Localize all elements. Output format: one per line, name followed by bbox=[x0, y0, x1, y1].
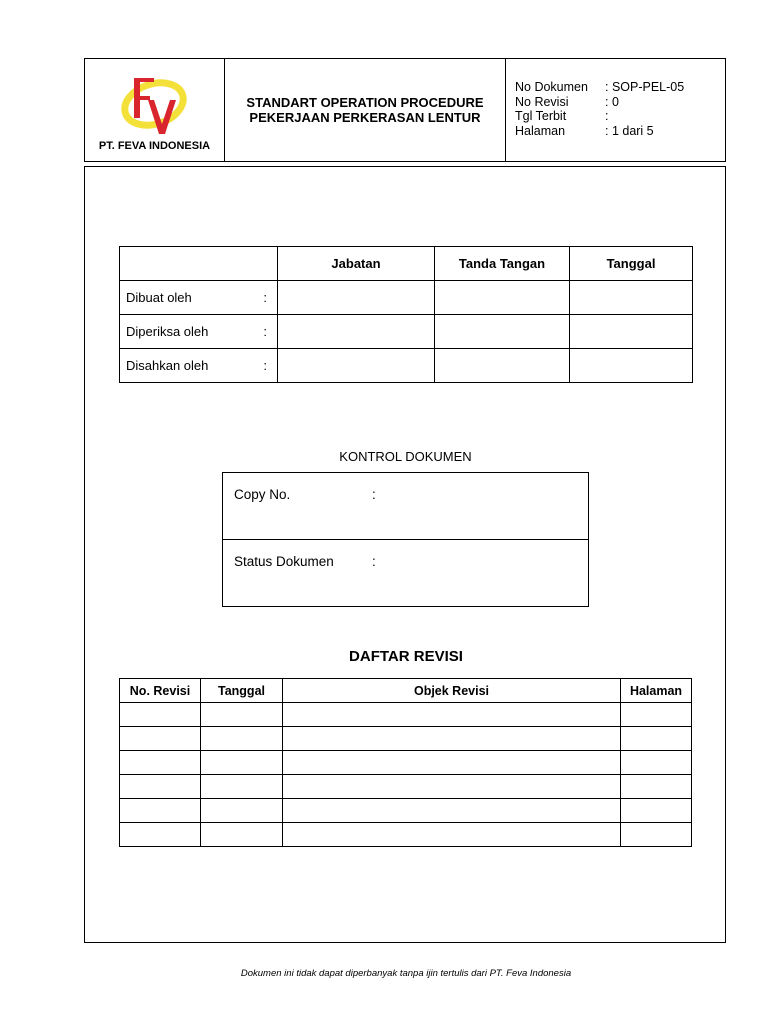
row-label bbox=[120, 281, 278, 315]
table-cell[interactable] bbox=[621, 823, 692, 847]
table-cell[interactable] bbox=[283, 799, 621, 823]
table-cell[interactable] bbox=[201, 703, 283, 727]
table-cell[interactable] bbox=[621, 799, 692, 823]
company-name: PT. FEVA INDONESIA bbox=[98, 140, 211, 152]
row-label-text: Diperiksa oleh bbox=[126, 324, 209, 339]
company-logo bbox=[120, 70, 188, 138]
column-header: Tanda Tangan bbox=[435, 247, 570, 281]
column-header: Halaman bbox=[621, 679, 692, 703]
table-row bbox=[120, 281, 693, 315]
column-header: Jabatan bbox=[278, 247, 435, 281]
meta-row bbox=[515, 109, 684, 124]
table-row bbox=[120, 315, 693, 349]
table-header-row bbox=[120, 247, 693, 281]
row-label-text: Disahkan oleh bbox=[126, 358, 209, 373]
table-row bbox=[120, 703, 692, 727]
table-row bbox=[120, 799, 692, 823]
date-cell[interactable] bbox=[570, 349, 693, 383]
table-cell[interactable] bbox=[120, 703, 201, 727]
empty-header-cell bbox=[120, 247, 278, 281]
table-cell[interactable] bbox=[201, 823, 283, 847]
column-header: Tanggal bbox=[201, 679, 283, 703]
status-dokumen-cell[interactable] bbox=[223, 540, 589, 607]
logo-cell bbox=[84, 58, 225, 162]
kontrol-title: KONTROL DOKUMEN bbox=[339, 449, 472, 464]
table-cell[interactable] bbox=[120, 823, 201, 847]
table-row bbox=[223, 540, 589, 607]
document-meta bbox=[515, 80, 684, 138]
field-label: Status Dokumen bbox=[234, 554, 334, 569]
colon: : bbox=[263, 290, 267, 305]
table-row bbox=[223, 473, 589, 540]
table-cell[interactable] bbox=[120, 751, 201, 775]
table-cell[interactable] bbox=[621, 703, 692, 727]
colon: : bbox=[263, 358, 267, 373]
date-cell[interactable] bbox=[570, 281, 693, 315]
title-line-1: STANDART OPERATION PROCEDURE bbox=[246, 95, 484, 110]
table-row bbox=[120, 823, 692, 847]
table-cell[interactable] bbox=[120, 775, 201, 799]
document-title bbox=[225, 58, 506, 162]
meta-value: : SOP-PEL-05 bbox=[605, 80, 685, 94]
table-cell[interactable] bbox=[201, 727, 283, 751]
table-cell[interactable] bbox=[283, 775, 621, 799]
table-cell[interactable] bbox=[283, 751, 621, 775]
table-header-row bbox=[120, 679, 692, 703]
colon: : bbox=[372, 554, 376, 569]
approval-table bbox=[119, 246, 693, 383]
meta-value: : 0 bbox=[605, 94, 619, 109]
table-cell[interactable] bbox=[120, 727, 201, 751]
colon: : bbox=[263, 324, 267, 339]
column-header: Objek Revisi bbox=[283, 679, 621, 703]
table-cell[interactable] bbox=[283, 727, 621, 751]
meta-row bbox=[515, 95, 684, 110]
table-cell[interactable] bbox=[283, 823, 621, 847]
colon: : bbox=[372, 487, 376, 502]
jabatan-cell[interactable] bbox=[278, 281, 435, 315]
jabatan-cell[interactable] bbox=[278, 315, 435, 349]
table-cell[interactable] bbox=[201, 799, 283, 823]
signature-cell[interactable] bbox=[435, 315, 570, 349]
table-cell[interactable] bbox=[201, 775, 283, 799]
meta-key: Tgl Terbit bbox=[515, 109, 567, 123]
meta-row bbox=[515, 80, 684, 95]
column-header: No. Revisi bbox=[120, 679, 201, 703]
copy-no-cell[interactable] bbox=[223, 473, 589, 540]
field-label: Copy No. bbox=[234, 487, 291, 502]
table-row bbox=[120, 775, 692, 799]
table-row bbox=[120, 727, 692, 751]
revisi-title: DAFTAR REVISI bbox=[349, 648, 463, 665]
row-label bbox=[120, 349, 278, 383]
row-label-text: Dibuat oleh bbox=[126, 290, 192, 305]
meta-row bbox=[515, 124, 684, 139]
row-label bbox=[120, 315, 278, 349]
date-cell[interactable] bbox=[570, 315, 693, 349]
footer-note: Dokumen ini tidak dapat diperbanyak tanpa ijin tertulis dari PT. Feva Indonesia bbox=[240, 968, 572, 979]
table-cell[interactable] bbox=[283, 703, 621, 727]
column-header: Tanggal bbox=[570, 247, 693, 281]
table-cell[interactable] bbox=[120, 799, 201, 823]
table-row bbox=[120, 751, 692, 775]
kontrol-table bbox=[222, 472, 589, 607]
title-line-2: PEKERJAAN PERKERASAN LENTUR bbox=[249, 110, 481, 125]
table-row bbox=[120, 349, 693, 383]
meta-value: : 1 dari 5 bbox=[605, 123, 654, 138]
table-cell[interactable] bbox=[621, 775, 692, 799]
revisi-table bbox=[119, 678, 692, 847]
table-cell[interactable] bbox=[621, 751, 692, 775]
signature-cell[interactable] bbox=[435, 349, 570, 383]
table-cell[interactable] bbox=[201, 751, 283, 775]
table-cell[interactable] bbox=[621, 727, 692, 751]
signature-cell[interactable] bbox=[435, 281, 570, 315]
jabatan-cell[interactable] bbox=[278, 349, 435, 383]
meta-key: No Revisi bbox=[515, 94, 569, 109]
meta-value: : bbox=[605, 109, 609, 123]
meta-key: Halaman bbox=[515, 123, 566, 138]
meta-key: No Dokumen bbox=[515, 80, 588, 94]
